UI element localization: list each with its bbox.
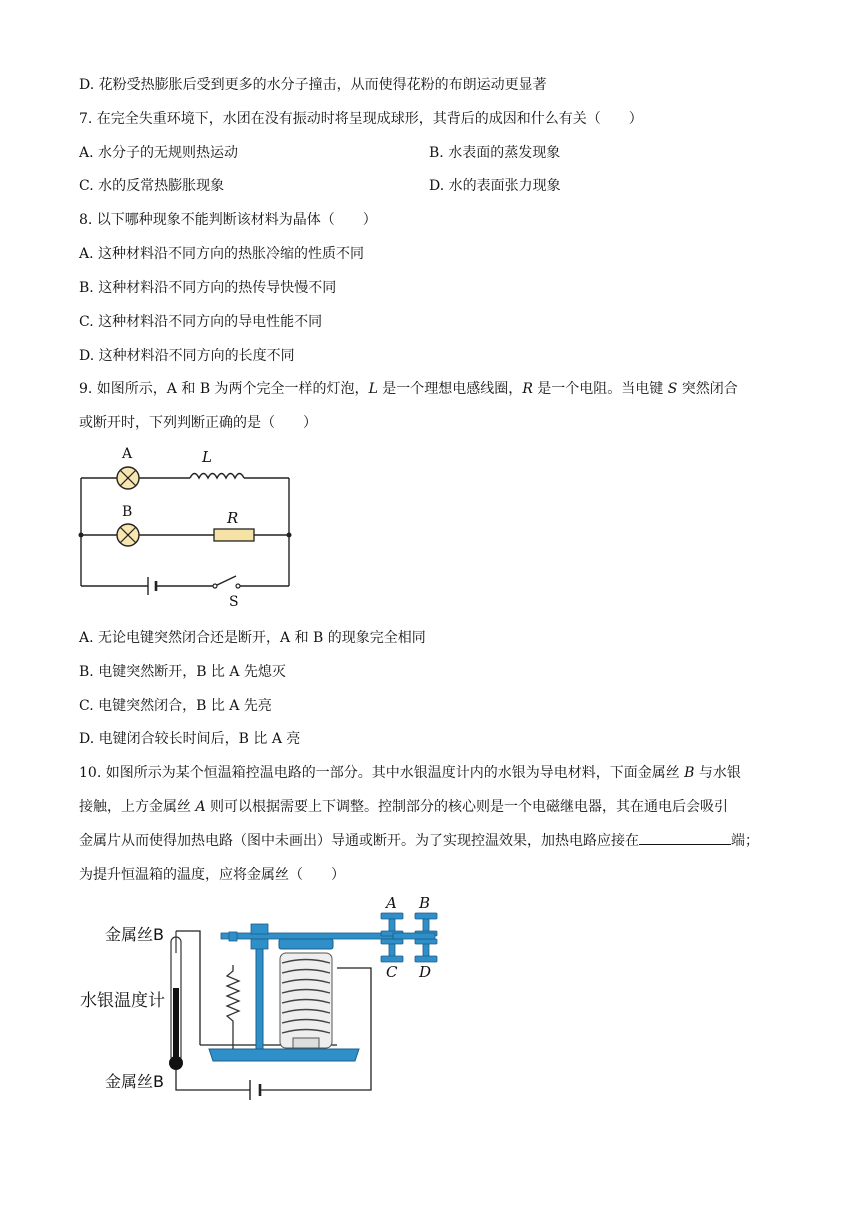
q9-option-b: B. 电键突然断开，B 比 A 先熄灭	[79, 664, 286, 680]
q9-option-a: A. 无论电键突然闭合还是断开，A 和 B 的现象完全相同	[79, 630, 426, 646]
label-r: R	[227, 509, 239, 527]
label-thermometer: 水银温度计	[80, 991, 165, 1011]
battery-icon	[250, 1080, 260, 1100]
label-b: B	[122, 504, 133, 520]
q9-stem-line2: 或断开时，下列判断正确的是（ ）	[79, 415, 317, 431]
q9-stem-part: 是一个电阻。当电键	[532, 381, 668, 397]
lamp-b-icon	[117, 524, 139, 546]
q9-symbol-r: R	[522, 381, 533, 397]
q10-stem-line1	[79, 762, 741, 782]
q10-relay-diagram	[75, 893, 455, 1103]
q6-option-d: D. 花粉受热膨胀后受到更多的水分子撞击，从而使得花粉的布朗运动更显著	[79, 77, 547, 93]
electromagnet-coil-icon	[280, 953, 332, 1048]
q10-stem-part: 与水银	[694, 765, 741, 781]
inductor-coil-icon	[190, 474, 244, 479]
q10-stem-part: 10. 如图所示为某个恒温箱控温电路的一部分。其中水银温度计内的水银为导电材料，下面金属丝	[79, 765, 685, 781]
relay-base	[209, 1049, 359, 1061]
q10-symbol-b: B	[684, 765, 695, 781]
q9-symbol-s: S	[667, 381, 678, 397]
spring-icon	[227, 965, 239, 1049]
core-top-plate	[279, 939, 333, 949]
switch-contact-icon	[213, 584, 217, 588]
pivot-post	[256, 933, 263, 1049]
q8-option-b: B. 这种材料沿不同方向的热传导快慢不同	[79, 280, 337, 296]
lamp-a-icon	[117, 467, 139, 489]
q7-option-b: B. 水表面的蒸发现象	[429, 145, 561, 161]
q9-stem-part: 突然闭合	[677, 381, 738, 397]
q8-option-c: C. 这种材料沿不同方向的导电性能不同	[79, 314, 323, 330]
q9-stem-part: 9. 如图所示，A 和 B 为两个完全一样的灯泡，	[79, 381, 369, 397]
battery-icon	[148, 577, 156, 595]
resistor-icon	[214, 529, 254, 541]
label-contact-c: C	[386, 963, 398, 981]
q10-stem-part: 则可以根据需要上下调整。控制部分的核心则是一个电磁继电器，其在通电后会吸引	[205, 799, 729, 815]
q9-option-c: C. 电键突然闭合，B 比 A 先亮	[79, 698, 272, 714]
q8-option-a: A. 这种材料沿不同方向的热胀冷缩的性质不同	[79, 246, 365, 262]
q10-stem-line4: 为提升恒温箱的温度，应将金属丝（ ）	[79, 867, 345, 883]
armature-lever	[221, 933, 393, 939]
label-wire-bottom: 金属丝B	[105, 1072, 164, 1091]
label-wire-top: 金属丝B	[105, 925, 164, 944]
q9-symbol-l: L	[368, 381, 378, 397]
q10-stem-part: 接触，上方金属丝	[79, 799, 196, 815]
q10-symbol-a: A	[195, 799, 206, 815]
thermometer-icon	[169, 931, 183, 1070]
answer-blank	[639, 830, 731, 845]
q7-option-d: D. 水的表面张力现象	[429, 178, 561, 194]
label-l: L	[202, 448, 212, 466]
q10-stem-part: 端；	[731, 833, 759, 849]
q9-circuit-diagram	[70, 440, 310, 610]
q7-option-c: C. 水的反常热膨胀现象	[79, 178, 225, 194]
label-contact-b: B	[419, 894, 431, 912]
q8-option-d: D. 这种材料沿不同方向的长度不同	[79, 348, 295, 364]
q9-stem-line1	[79, 378, 738, 398]
q7-option-a: A. 水分子的无规则热运动	[79, 145, 239, 161]
q8-stem: 8. 以下哪种现象不能判断该材料为晶体（ ）	[79, 212, 377, 228]
label-contact-a: A	[386, 894, 397, 912]
label-contact-d: D	[419, 963, 432, 981]
q7-stem: 7. 在完全失重环境下，水团在没有振动时将呈现成球形，其背后的成因和什么有关（ ）	[79, 111, 643, 127]
label-a: A	[122, 446, 133, 462]
q10-stem-line3	[79, 830, 759, 850]
q10-stem-part: 金属片从而使得加热电路（图中未画出）导通或断开。为了实现控温效果，加热电路应接在	[79, 833, 639, 849]
q9-option-d: D. 电键闭合较长时间后，B 比 A 亮	[79, 731, 301, 747]
label-s: S	[229, 594, 239, 610]
q9-stem-part: 是一个理想电感线圈，	[377, 381, 523, 397]
q10-stem-line2	[79, 796, 728, 816]
